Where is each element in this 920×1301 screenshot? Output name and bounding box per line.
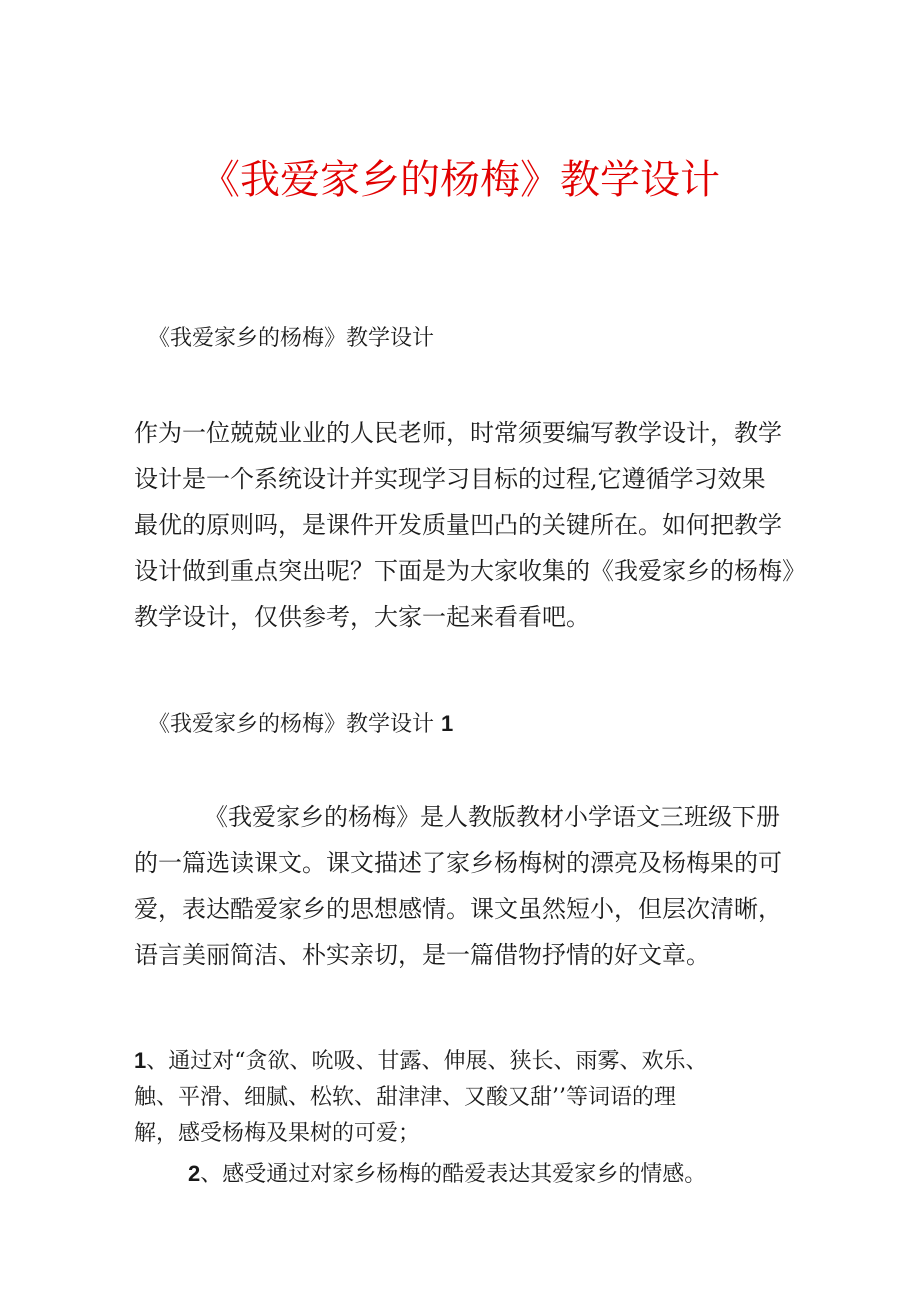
- goal-line: [188, 1156, 808, 1193]
- section-line: 语言美丽简洁、朴实亲切，是一篇借物抒情的好文章。: [134, 941, 710, 969]
- page-title: 《我爱家乡的杨梅》教学设计: [200, 157, 720, 203]
- goal-item-2: [188, 1156, 808, 1193]
- section-heading: [148, 704, 453, 745]
- goal-line: 触、平滑、细腻、松软、甜津津、又酸又甜’’等词语的理: [134, 1085, 676, 1110]
- goal-number: 1: [134, 1048, 147, 1073]
- section-line: 的一篇选读课文。课文描述了家乡杨梅树的漂亮及杨梅果的可: [134, 849, 782, 877]
- intro-line: 作为一位兢兢业业的人民老师，时常须要编写教学设计，教学: [134, 419, 782, 447]
- intro-line: 设计做到重点突出呢？下面是为大家收集的《我爱家乡的杨梅》: [134, 557, 806, 585]
- intro-line: 教学设计，仅供参考，大家一起来看看吧。: [134, 603, 590, 631]
- section-heading-text: 《我爱家乡的杨梅》教学设计: [148, 712, 435, 737]
- section-heading-number: 1: [441, 711, 454, 736]
- intro-line: 设计是一个系统设计并实现学习目标的过程,它遵循学习效果: [134, 465, 766, 493]
- goal-number: 2: [188, 1161, 201, 1186]
- intro-paragraph: [134, 410, 804, 640]
- goal-line-text: 、感受通过对家乡杨梅的酷爱表达其爱家乡的情感。: [200, 1162, 707, 1187]
- goal-item-1: [134, 1043, 784, 1152]
- goal-line-text: 、通过对“贪欲、吮吸、甘露、伸展、狭长、雨雾、欢乐、: [146, 1049, 708, 1074]
- goal-line: [134, 1043, 784, 1080]
- document-subtitle: 《我爱家乡的杨梅》教学设计: [148, 326, 435, 351]
- intro-line: 最优的原则吗，是课件开发质量凹凸的关键所在。如何把教学: [134, 511, 782, 539]
- section-paragraph: [134, 794, 810, 978]
- section-line: [134, 794, 810, 840]
- goal-line: 解，感受杨梅及果树的可爱；: [134, 1121, 421, 1146]
- section-line: 爱，表达酷爱家乡的思想感情。课文虽然短小，但层次清晰，: [134, 895, 782, 923]
- section-line-text: 《我爱家乡的杨梅》是人教版教材小学语文三班级下册: [204, 803, 780, 831]
